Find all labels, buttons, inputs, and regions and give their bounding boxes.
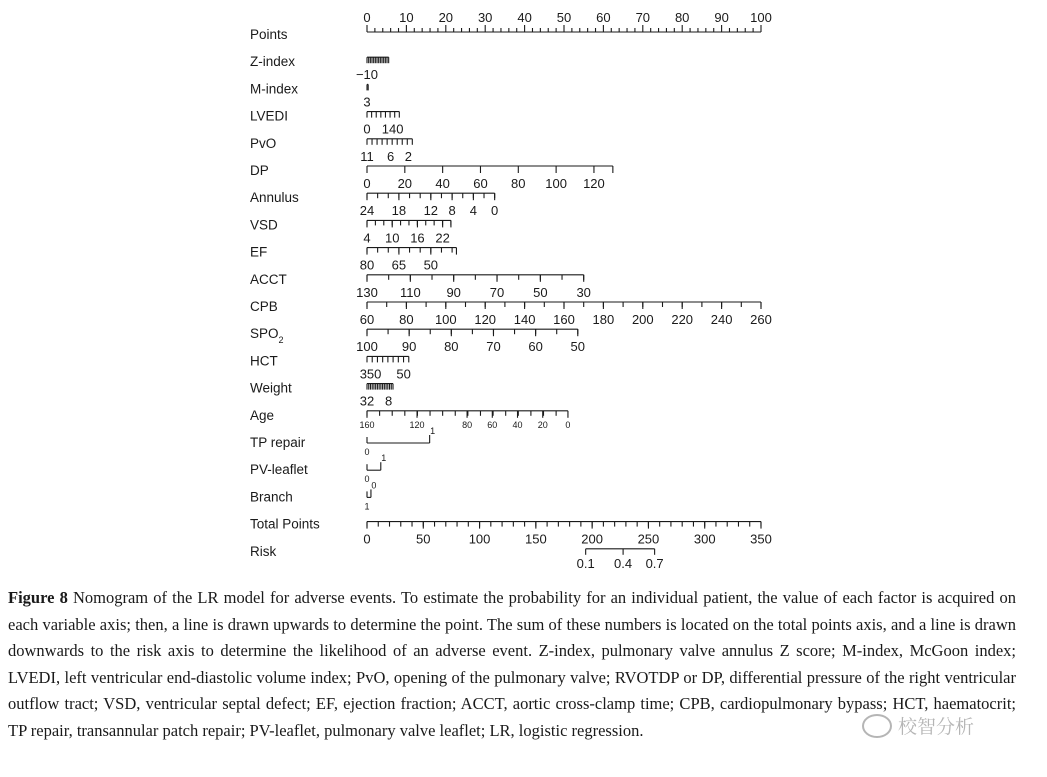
acct-tick-label: 90 — [446, 284, 461, 300]
cpb-tick-label: 260 — [750, 312, 772, 327]
cpb-tick-label: 60 — [359, 312, 375, 327]
lvedi-tick-label: 0 — [363, 121, 371, 137]
row-label-points: Points — [250, 27, 288, 42]
points-tick-label: 90 — [714, 10, 729, 25]
age-tick-label: 160 — [359, 419, 375, 430]
total-points-tick-label: 100 — [468, 531, 491, 547]
spo-tick-label: 100 — [356, 339, 378, 355]
total-points-tick-label: 200 — [581, 531, 603, 547]
points-tick-label: 30 — [477, 10, 493, 25]
ef-tick-label: 50 — [423, 257, 439, 273]
points-tick-label: 100 — [750, 10, 772, 25]
spo-tick-label: 70 — [486, 339, 501, 355]
vsd-tick-label: 16 — [410, 230, 425, 246]
risk-tick-label: 0.7 — [645, 555, 664, 571]
dp-tick-label: 0 — [363, 176, 371, 191]
row-label-dp: DP — [250, 163, 269, 178]
row-label-ef: EF — [250, 244, 268, 260]
cpb-tick-label: 200 — [631, 312, 654, 327]
points-tick-label: 20 — [438, 10, 454, 25]
tp-repair-tick-label: 0 — [364, 447, 370, 457]
dp-tick-label: 80 — [511, 176, 526, 191]
row-label-total-points: Total Points — [250, 516, 320, 532]
cpb-tick-label: 180 — [592, 312, 615, 327]
row-label-tp-repair: TP repair — [250, 435, 306, 450]
spo-tick-label: 90 — [401, 339, 417, 355]
acct-tick-label: 130 — [356, 284, 378, 300]
total-points-tick-label: 300 — [693, 531, 716, 547]
acct-tick-label: 110 — [399, 284, 421, 300]
total-points-tick-label: 0 — [363, 531, 371, 547]
age-tick-label: 40 — [512, 419, 523, 430]
annulus-tick-label: 4 — [469, 203, 477, 219]
dp-tick-label: 100 — [545, 176, 567, 191]
row-label-annulus: Annulus — [250, 190, 299, 206]
spo-tick-label: 50 — [570, 339, 586, 355]
tp-repair-tick-label: 1 — [430, 426, 436, 436]
row-label-branch: Branch — [250, 489, 293, 505]
acct-tick-label: 50 — [533, 284, 548, 300]
annulus-tick-label: 8 — [448, 203, 456, 219]
spo-tick-label: 80 — [444, 339, 459, 355]
age-tick-label: 60 — [487, 419, 498, 430]
branch-tick-label: 0 — [371, 480, 377, 491]
risk-tick-label: 0.4 — [614, 555, 633, 571]
age-tick-label: 120 — [409, 419, 425, 430]
weight-tick-label: 8 — [385, 393, 393, 409]
row-label-vsd: VSD — [250, 217, 278, 233]
row-label-z-index: Z-index — [250, 54, 296, 70]
points-tick-label: 40 — [517, 10, 532, 25]
points-tick-label: 60 — [596, 10, 611, 25]
hct-tick-label: 350 — [359, 366, 382, 382]
dp-tick-label: 120 — [583, 176, 605, 191]
wechat-icon — [862, 714, 892, 738]
pv-leaflet-tick-label: 0 — [364, 474, 370, 485]
m-index-tick-label: 3 — [363, 94, 371, 110]
cpb-tick-label: 240 — [710, 312, 733, 327]
row-label-pvo: PvO — [250, 135, 277, 151]
dp-tick-label: 60 — [473, 176, 488, 191]
points-tick-label: 10 — [399, 10, 414, 25]
ef-tick-label: 65 — [391, 257, 407, 273]
row-label-lvedi: LVEDI — [250, 108, 289, 124]
age-tick-label: 0 — [565, 419, 571, 430]
total-points-tick-label: 350 — [750, 531, 772, 547]
points-tick-label: 80 — [674, 10, 690, 25]
annulus-tick-label: 12 — [423, 203, 439, 219]
cpb-tick-label: 120 — [474, 312, 497, 327]
row-label-age: Age — [250, 407, 275, 423]
hct-tick-label: 50 — [396, 366, 411, 382]
total-points-tick-label: 250 — [637, 531, 660, 547]
points-tick-label: 0 — [363, 10, 371, 25]
cpb-tick-label: 220 — [671, 312, 694, 327]
lvedi-tick-label: 140 — [381, 121, 404, 137]
total-points-tick-label: 150 — [525, 531, 547, 547]
acct-tick-label: 70 — [489, 284, 505, 300]
age-tick-label: 80 — [462, 419, 473, 430]
annulus-tick-label: 18 — [391, 203, 407, 219]
dp-tick-label: 40 — [435, 176, 450, 191]
row-label-spo: $SPO_2$ — [250, 326, 284, 346]
watermark-text: 校智分析 — [898, 716, 975, 738]
points-tick-label: 70 — [635, 10, 651, 25]
row-label-m-index: M-index — [250, 81, 299, 97]
points-tick-label: 50 — [556, 10, 572, 25]
acct-tick-label: 30 — [576, 284, 591, 300]
cpb-tick-label: 160 — [553, 312, 575, 327]
vsd-tick-label: 4 — [363, 230, 371, 246]
total-points-tick-label: 50 — [416, 531, 431, 547]
annulus-tick-label: 24 — [359, 203, 375, 219]
spo-tick-label: 60 — [528, 339, 543, 355]
watermark — [862, 712, 974, 739]
annulus-tick-label: 0 — [491, 203, 499, 219]
z-index-tick-label: −10 — [355, 67, 379, 83]
row-label-risk: Risk — [250, 543, 277, 559]
age-tick-label: 20 — [537, 419, 548, 430]
pvo-tick-label: 6 — [387, 148, 395, 164]
caption-label: Figure 8 — [8, 588, 68, 607]
pvo-tick-label: 2 — [404, 148, 412, 164]
vsd-tick-label: 10 — [384, 230, 400, 246]
cpb-tick-label: 100 — [434, 312, 457, 327]
pvo-tick-label: 11 — [360, 148, 374, 164]
vsd-tick-label: 22 — [435, 230, 450, 246]
row-label-weight: Weight — [250, 380, 292, 396]
risk-tick-label: 0.1 — [576, 555, 595, 571]
caption-text: Nomogram of the LR model for adverse events. To estimate the probability for an individual patient, the value of each factor is acquired on each variable axis; then, a line is drawn upwards to determine the point. The sum of these numbers is located on the total points axis, and a line is drawn downwards to the risk axis to determine the likelihood of an adverse event. Z-index, pulmonary valve annulus Z score; M-index, McGoon index; LVEDI, left ventricular end-diastolic volume index; PvO, opening of the pulmonary valve; RVOTDP or DP, differential pressure of the right ventricular outflow tract; VSD, ventricular septal defect; EF, ejection fraction; ACCT, aortic cross-clamp time; CPB, cardiopulmonary bypass; HCT, haematocrit; TP repair, transannular patch repair; PV-leaflet, pulmonary valve leaflet; LR, logistic regression. — [8, 588, 1016, 740]
row-label-hct: HCT — [250, 353, 278, 369]
row-label-acct: ACCT — [250, 271, 287, 287]
pv-leaflet-tick-label: 1 — [381, 453, 387, 464]
weight-tick-label: 32 — [359, 393, 375, 409]
dp-tick-label: 20 — [397, 176, 413, 191]
row-label-cpb: CPB — [250, 299, 278, 314]
cpb-tick-label: 80 — [399, 312, 414, 327]
row-label-pv-leaflet: PV-leaflet — [250, 462, 308, 478]
ef-tick-label: 80 — [359, 257, 375, 273]
cpb-tick-label: 140 — [513, 312, 536, 327]
branch-tick-label: 1 — [364, 501, 370, 512]
